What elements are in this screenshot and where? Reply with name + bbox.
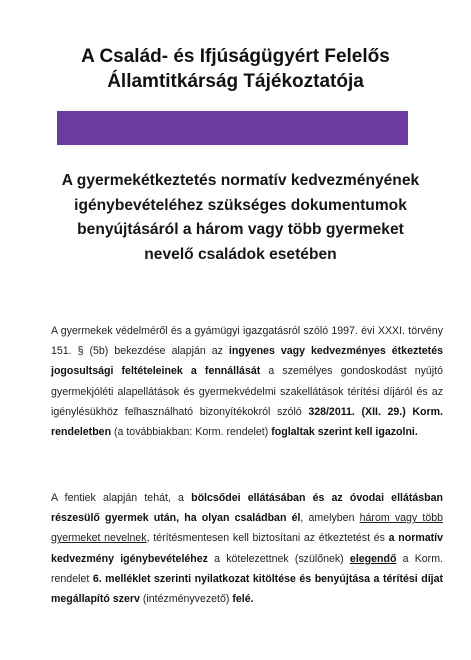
- p2-underlined: három vagy több gyermeket nevelnek: [51, 512, 443, 545]
- heading-line-4: nevelő családok esetében: [144, 245, 337, 263]
- title-line-1: A Család- és Ifjúságügyért Felelős: [81, 46, 390, 67]
- p2-text: (intézményvezető): [139, 593, 233, 606]
- p1-bold: 328/2011. (XII. 29.) Korm. rendeletben: [51, 405, 443, 439]
- title-line-2: Államtitkárság Tájékoztatója: [107, 71, 364, 92]
- p2-bold: bölcsődei ellátásában és az óvodai ellátásban részesülő gyermek után, ha olyan családban él: [51, 492, 444, 525]
- p2-text: , térítésmentesen kell biztosítani az étkeztetést és: [146, 532, 389, 545]
- p1-text: A gyermekek védelméről és a gyámügyi igazgatásról szóló 1997. évi XXXI. törvény 151. § (5b) bekezdése alapján az: [51, 325, 443, 358]
- paragraph-1: [51, 321, 443, 442]
- p2-bold: felé.: [232, 593, 254, 606]
- heading-line-2: igénybevételéhez szükséges dokumentumok: [74, 196, 407, 214]
- p2-text: A fentiek alapján tehát, a: [51, 492, 192, 504]
- p1-text: a személyes gondoskodást nyújtó gyermekjóléti alapellátások és gyermekvédelmi szakellátások térítési díjáról és az igénylésükhöz felhasználható bizonyítékokról szóló: [51, 365, 443, 418]
- p1-bold: ingyenes vagy kedvezményes étkeztetés jogosultsági feltételeinek a fennállását: [51, 345, 443, 378]
- p2-text: , amelyben: [300, 512, 360, 525]
- p1-bold: foglaltak szerint kell igazolni.: [271, 426, 418, 439]
- page-title: [40, 44, 431, 94]
- p2-text: a Korm. rendelet: [51, 552, 443, 585]
- p2-text: a kötelezettnek (szülőnek): [207, 552, 350, 565]
- paragraph-2: [51, 488, 443, 609]
- p2-bold: a normatív kedvezmény igénybevételéhez: [51, 532, 443, 565]
- heading-line-3: benyújtásáról a három vagy több gyermeket: [77, 221, 404, 238]
- document-heading: [46, 169, 435, 267]
- purple-banner: [57, 111, 408, 145]
- heading-line-1: A gyermekétkeztetés normatív kedvezményének: [61, 172, 420, 189]
- p2-bold-underlined: elegendő: [349, 552, 397, 565]
- p2-bold: 6. melléklet szerinti nyilatkozat kitöltése és benyújtása a térítési díjat megállapító szerv: [51, 572, 443, 606]
- p1-text: (a továbbiakban: Korm. rendelet): [111, 426, 272, 439]
